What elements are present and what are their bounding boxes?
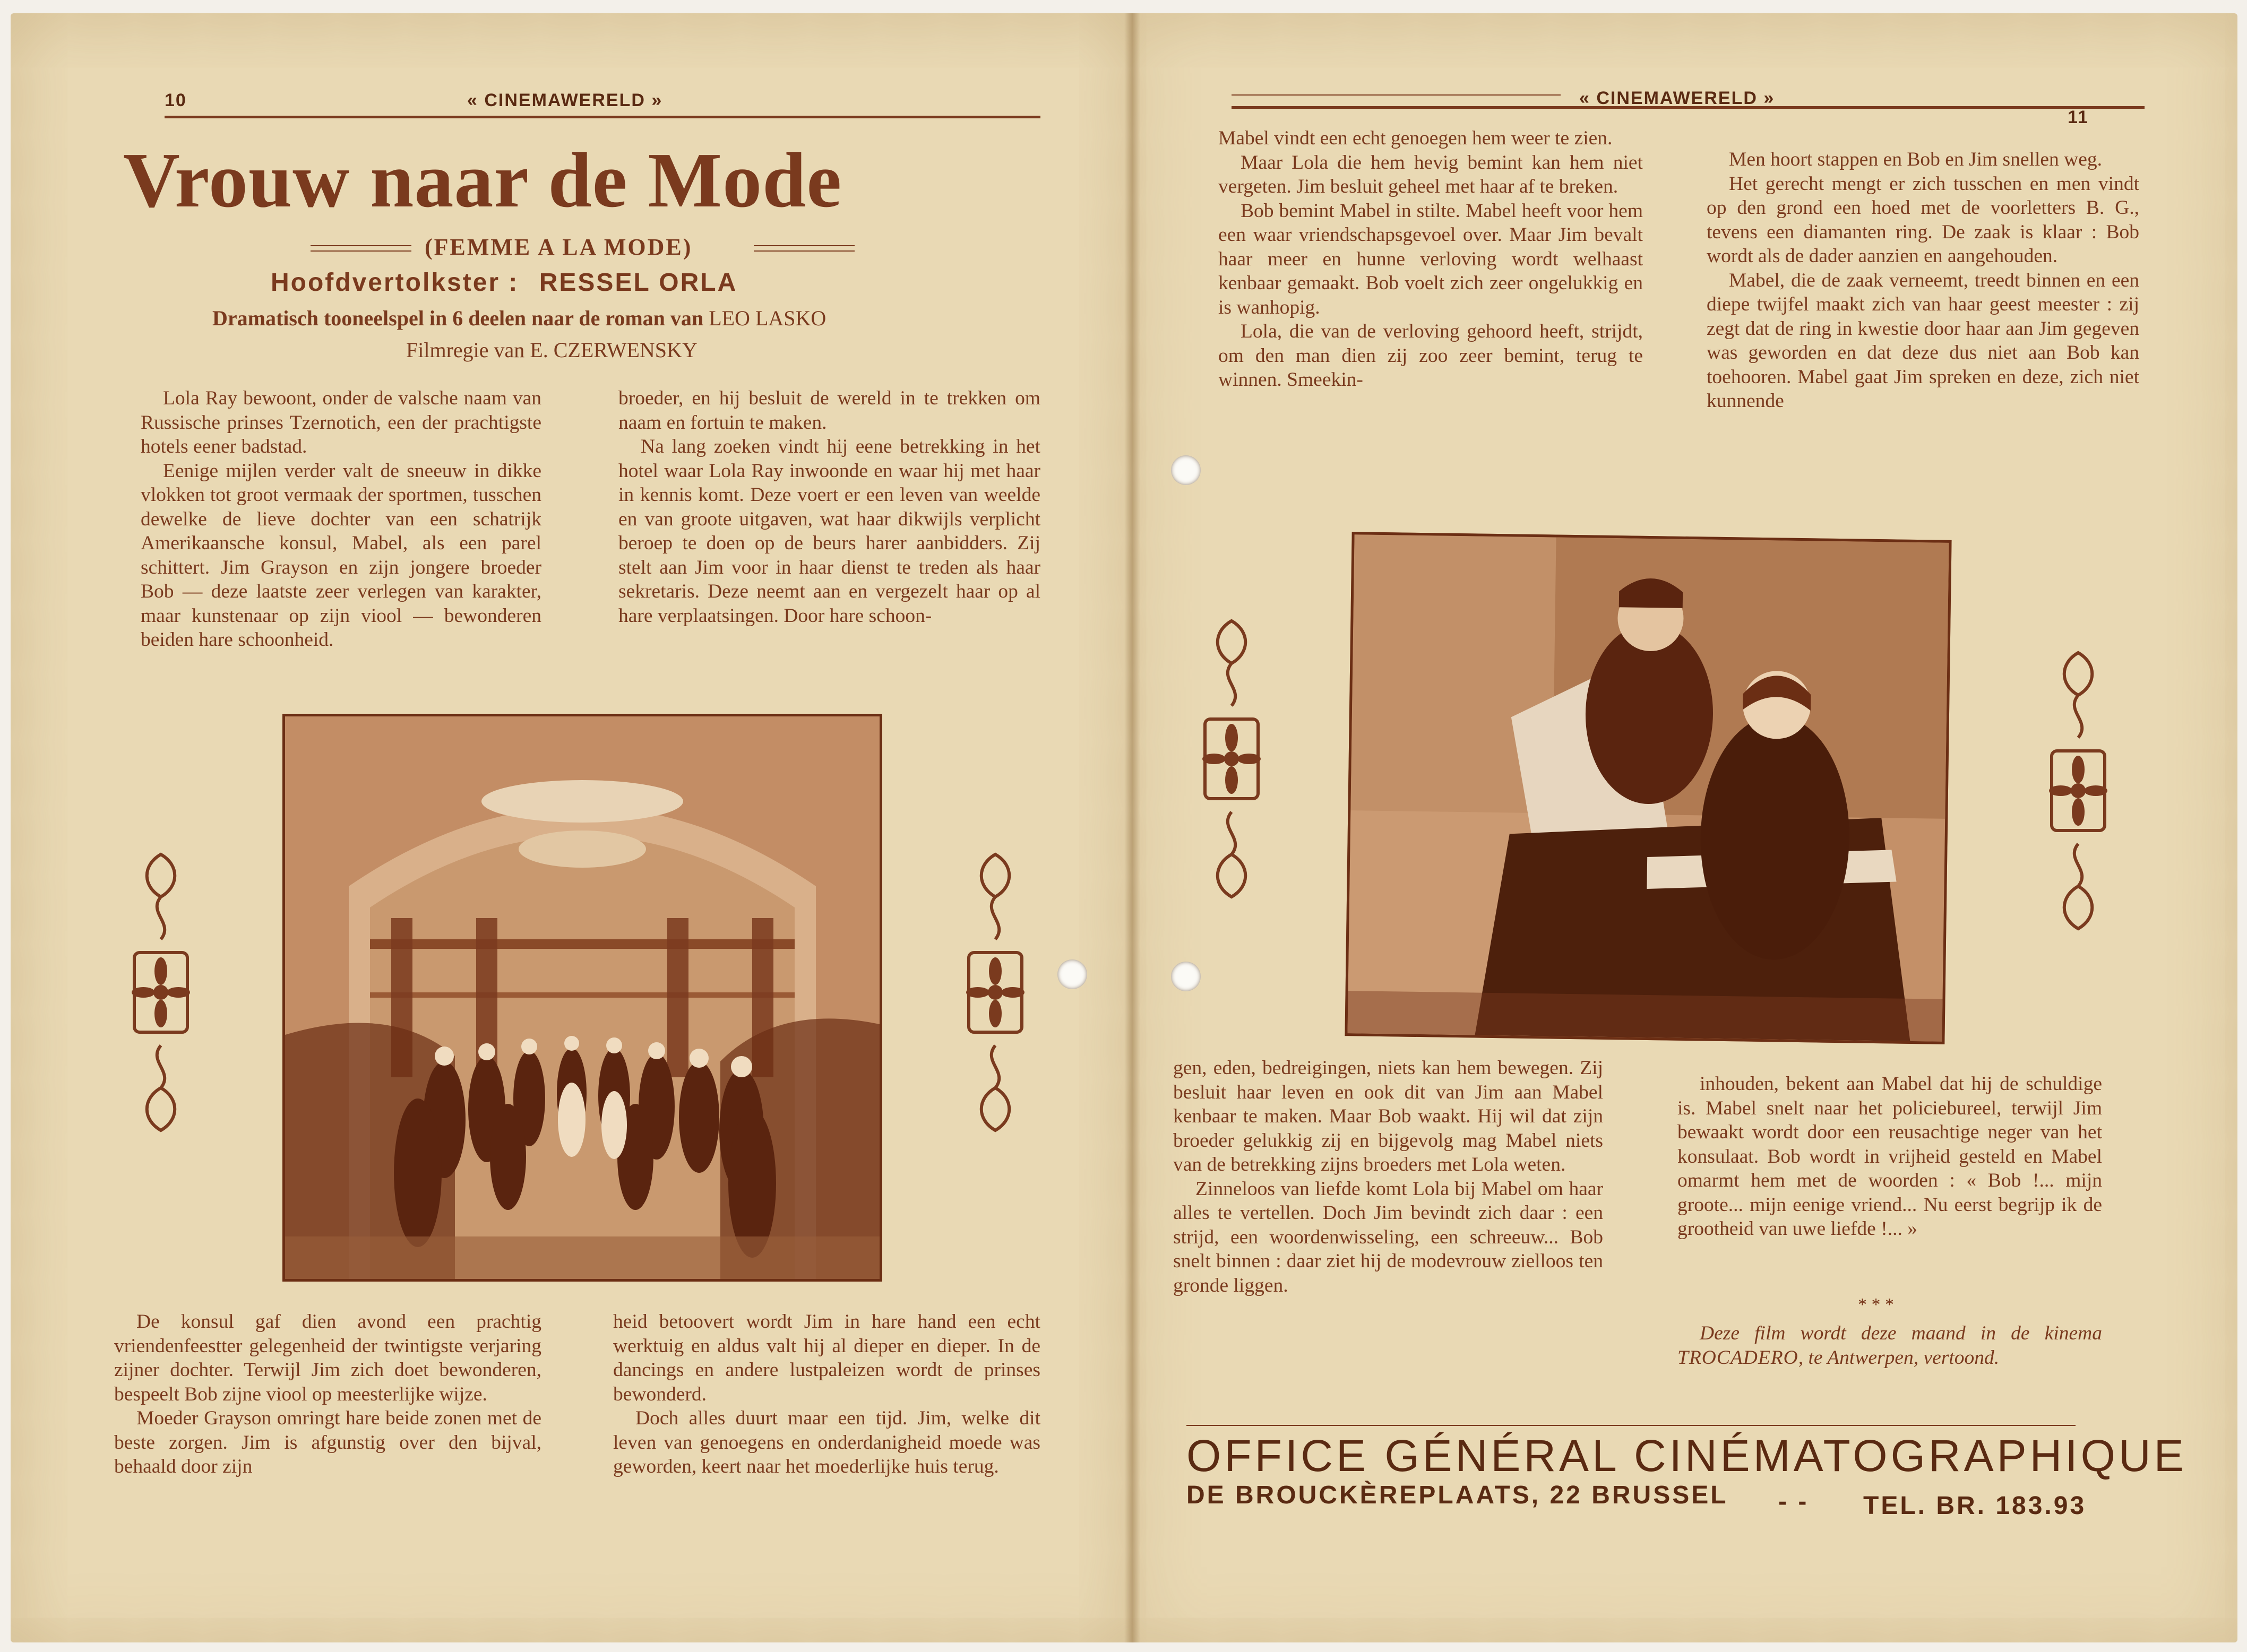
subtitle-rule-right — [754, 245, 855, 246]
header-rule — [165, 116, 1040, 118]
note-text: Deze film wordt deze maand in de kinema — [1700, 1322, 2102, 1344]
paragraph: Na lang zoeken vindt hij eene betrekking in het hotel waar Lola Ray inwoonde en waar hij met haar in kennis komt. Deze voert er een leven van weelde en van groote uitgaven, wat haar dikwijls verplicht beroep te doen op de beurs harer aanbidders. Zij stelt aan Jim voor in haar dienst te treden als haar sekretaris. Deze neemt aan en vergezelt haar op al hare verplaatsingen. Door hare schoon- — [618, 436, 1040, 627]
section-stars: * * * — [1858, 1295, 1894, 1314]
article-subtitle: (FEMME A LA MODE) — [425, 234, 693, 260]
piano-photo — [1345, 532, 1951, 1044]
ballroom-photo — [282, 714, 882, 1282]
header-rule-left — [1232, 94, 1561, 96]
left-column-1-top — [141, 386, 541, 652]
advertiser-address: DE BROUCKÈREPLAATS, 22 BRUSSEL — [1186, 1481, 1728, 1509]
ornament-icon — [132, 844, 190, 1141]
address-separator: - - — [1778, 1487, 1809, 1516]
right-column-2-bottom — [1677, 1072, 2102, 1241]
paragraph: Mabel vindt een echt genoegen hem weer te zien. — [1218, 127, 1613, 149]
description-text: Dramatisch tooneelspel in 6 deelen naar de roman van — [212, 306, 704, 330]
film-description — [212, 306, 826, 331]
article-title: Vrouw naar de Mode — [123, 137, 842, 224]
right-column-1-top — [1218, 126, 1643, 392]
paragraph: Doch alles duurt maar een tijd. Jim, welke dit leven van genoegens en onderdanigheid moede was geworden, keert naar het moederlijke huis terug. — [613, 1407, 1040, 1477]
lead-actress-credit — [271, 268, 737, 297]
page-number: 10 — [165, 90, 187, 110]
screening-note — [1677, 1321, 2102, 1370]
lead-name: RESSEL ORLA — [539, 269, 738, 297]
paragraph: inhouden, bekent aan Mabel dat hij de schuldige is. Mabel snelt naar het policiebureel, terwijl Jim bewaakt wordt door een reusachtige neger van het konsulaat. Bob wordt in vrijheid gesteld en Mabel omarmt hem met de woorden : « Bob !... mijn groote... mijn eenige vriend... Nu eerst begrijp ik de grootheid van uwe liefde !... » — [1677, 1073, 2102, 1240]
note-text-end: , te Antwerpen, vertoond. — [1798, 1346, 2000, 1369]
paragraph: Men hoort stappen en Bob en Jim snellen weg. — [1729, 149, 2102, 170]
ad-rule — [1186, 1425, 2076, 1426]
running-header: « CINEMAWERELD » — [467, 90, 663, 110]
paragraph: Eenige mijlen verder valt de sneeuw in dikke vlokken tot groot vermaak der sportmen, tusschen dewelke de lieve dochter van een schatrijk Amerikaansche konsul, Mabel, als een parel schittert. Jim Grayson en zijn jongere broeder Bob — deze laatste zeer verlegen van karakter, maar kunstenaar op zijn viool — bewonderen beiden hare schoonheid. — [141, 460, 541, 651]
subtitle-rule-left — [311, 250, 411, 252]
direction-label: Filmregie van — [406, 338, 525, 362]
advertiser-name: OFFICE GÉNÉRAL CINÉMATOGRAPHIQUE — [1186, 1431, 2187, 1481]
left-column-1-bottom — [114, 1310, 541, 1479]
left-column-2-bottom — [613, 1310, 1040, 1479]
ornament-icon — [966, 844, 1025, 1141]
paragraph: heid betoovert wordt Jim in hare hand een echt werktuig en aldus valt hij al dieper en dieper. In de dancings en andere lustpaleizen wordt de prinses bewonderd. — [613, 1311, 1040, 1405]
binding-hole — [1057, 959, 1087, 989]
paragraph: Zinneloos van liefde komt Lola bij Mabel om haar alles te vertellen. Doch Jim bevindt zich daar : een strijd, een woordenwisseling, een schreeuw... Bob snelt binnen : daar ziet hij de modevrouw zielloos ten gronde liggen. — [1173, 1178, 1603, 1296]
paragraph: Bob bemint Mabel in stilte. Mabel heeft voor hem een waar vriendschapsgevoel over. Maar Jim bevalt haar meer en hunne verloving wordt welhaast kenbaar gemaakt. Bob voelt zich zeer ongelukkig en is wanhopig. — [1218, 200, 1643, 318]
paragraph: Maar Lola die hem hevig bemint kan hem niet vergeten. Jim besluit geheel met haar af te breken. — [1218, 151, 1643, 197]
binding-hole — [1171, 962, 1201, 991]
description-author: LEO LASKO — [709, 306, 827, 330]
paragraph: Moeder Grayson omringt hare beide zonen met de beste zorgen. Jim is afgunstig over den bijval, behaald door zijn — [114, 1407, 541, 1477]
paragraph: Het gerecht mengt er zich tusschen en men vindt op den grond een hoed met de voorletters B. G., tevens een diamanten ring. De zaak is klaar : Bob wordt als de dader aanzien en aangehouden. — [1707, 172, 2139, 267]
floral-ornament — [966, 844, 1025, 1141]
film-direction — [406, 338, 698, 362]
binding-hole — [1171, 455, 1201, 485]
page-number: 11 — [2068, 107, 2089, 127]
subtitle-rule-right — [754, 250, 855, 252]
paragraph: Lola Ray bewoont, onder de valsche naam van Russische prinses Tzernotich, een der prachtigste hotels eener badstad. — [141, 387, 541, 457]
subtitle-rule-left — [311, 245, 411, 246]
right-column-1-bottom — [1173, 1056, 1603, 1298]
ornament-icon — [1202, 610, 1261, 907]
paragraph: broeder, en hij besluit de wereld in te trekken om naam en fortuin te maken. — [618, 387, 1040, 434]
right-column-2-top — [1707, 148, 2139, 413]
floral-ornament — [132, 844, 190, 1141]
paragraph: Lola, die van de verloving gehoord heeft, strijdt, om den man dien zij zoo zeer bemint, terug te winnen. Smeekin- — [1218, 321, 1643, 391]
running-header: « CINEMAWERELD » — [1579, 88, 1775, 108]
ornament-icon — [2049, 642, 2107, 939]
paragraph: De konsul gaf dien avond een prachtig vriendenfeestter gelegenheid der twintigste verjaring zijner dochter. Terwijl Jim zich doet bewonderen, bespeelt Bob zijne viool op meesterlijke wijze. — [114, 1311, 541, 1405]
lead-label: Hoofdvertolkster : — [271, 269, 519, 297]
piano-illustration — [1347, 534, 1949, 1042]
note-venue: TROCADERO — [1677, 1346, 1798, 1369]
page-gutter — [1124, 13, 1140, 1642]
advertiser-telephone: TEL. BR. 183.93 — [1863, 1492, 2087, 1520]
ballroom-illustration — [285, 716, 880, 1279]
director-name: E. CZERWENSKY — [530, 338, 698, 362]
floral-ornament — [2049, 642, 2107, 939]
left-column-2-top — [618, 386, 1040, 628]
paragraph: gen, eden, bedreigingen, niets kan hem bewegen. Zij besluit haar leven en ook dit van Jim aan Mabel kenbaar te maken. Maar Bob waakt. Hij wil dat zijn broeder gelukkig zij en bijgevolg mag Mabel niets van de betrekking zijns broeders met Lola weten. — [1173, 1057, 1603, 1175]
floral-ornament — [1202, 610, 1261, 907]
paragraph: Mabel, die de zaak verneemt, treedt binnen en een diepe twijfel maakt zich van haar geest meester : zij zegt dat de ring in kwestie door haar aan Jim gegeven was geworden en dat deze dus niet aan Bob kan toehooren. Mabel gaat Jim spreken en deze, zich niet kunnende — [1707, 269, 2139, 412]
header-rule — [1232, 106, 2145, 109]
